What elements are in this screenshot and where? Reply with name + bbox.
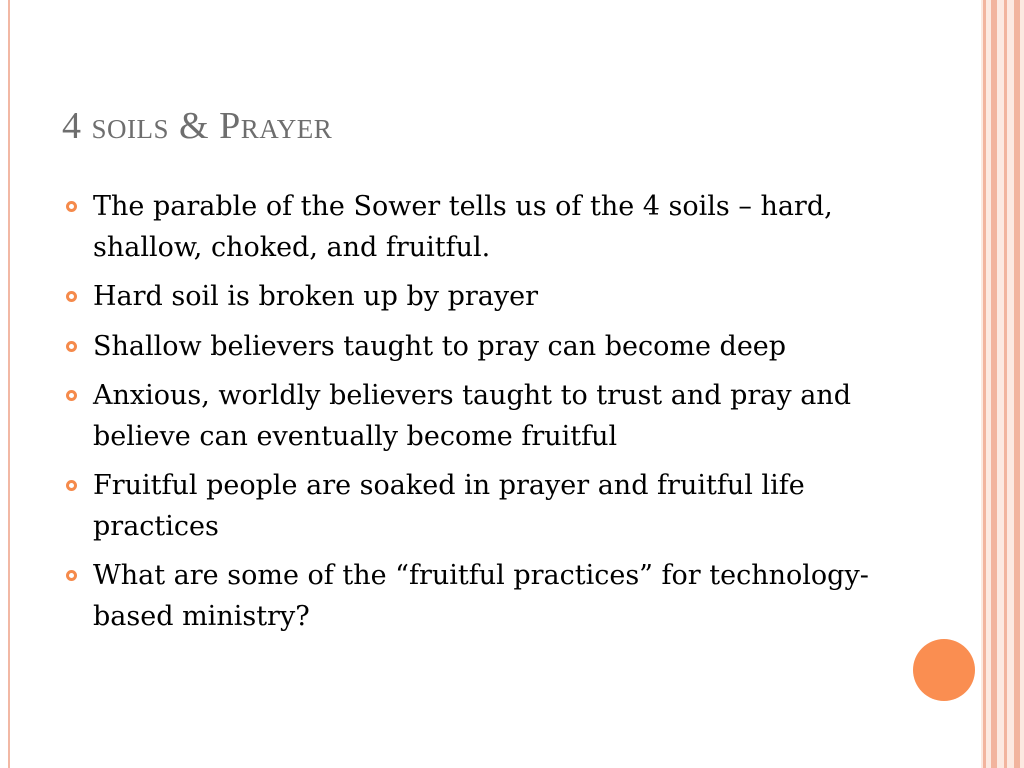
bullet-item — [62, 466, 912, 547]
bullet-circle-icon — [66, 201, 77, 212]
bullet-circle-icon — [66, 390, 77, 401]
bullet-list — [62, 187, 912, 646]
left-border-line — [8, 0, 10, 768]
bullet-item — [62, 376, 912, 457]
bullet-circle-icon — [66, 480, 77, 491]
orange-circle-decoration — [913, 639, 975, 701]
bullet-text: Hard soil is broken up by prayer — [93, 281, 539, 312]
bullet-text: Anxious, worldly believers taught to trust and pray and believe can eventually become fruitful — [93, 380, 851, 452]
bullet-text: What are some of the “fruitful practices” for technology-based ministry? — [93, 560, 869, 632]
slide-title: 4 soils & Prayer — [62, 105, 333, 147]
stripe — [1014, 0, 1020, 768]
stripe — [983, 0, 986, 768]
bullet-text: Fruitful people are soaked in prayer and fruitful life practices — [93, 470, 805, 542]
bullet-item — [62, 556, 912, 637]
stripe — [991, 0, 997, 768]
stripe — [1004, 0, 1007, 768]
bullet-circle-icon — [66, 291, 77, 302]
bullet-item — [62, 187, 912, 268]
bullet-circle-icon — [66, 570, 77, 581]
bullet-item — [62, 327, 912, 368]
bullet-item — [62, 277, 912, 318]
bullet-text: The parable of the Sower tells us of the 4 soils – hard, shallow, choked, and fruitful. — [93, 191, 833, 263]
bullet-text: Shallow believers taught to pray can become deep — [93, 330, 787, 362]
bullet-circle-icon — [66, 341, 77, 352]
